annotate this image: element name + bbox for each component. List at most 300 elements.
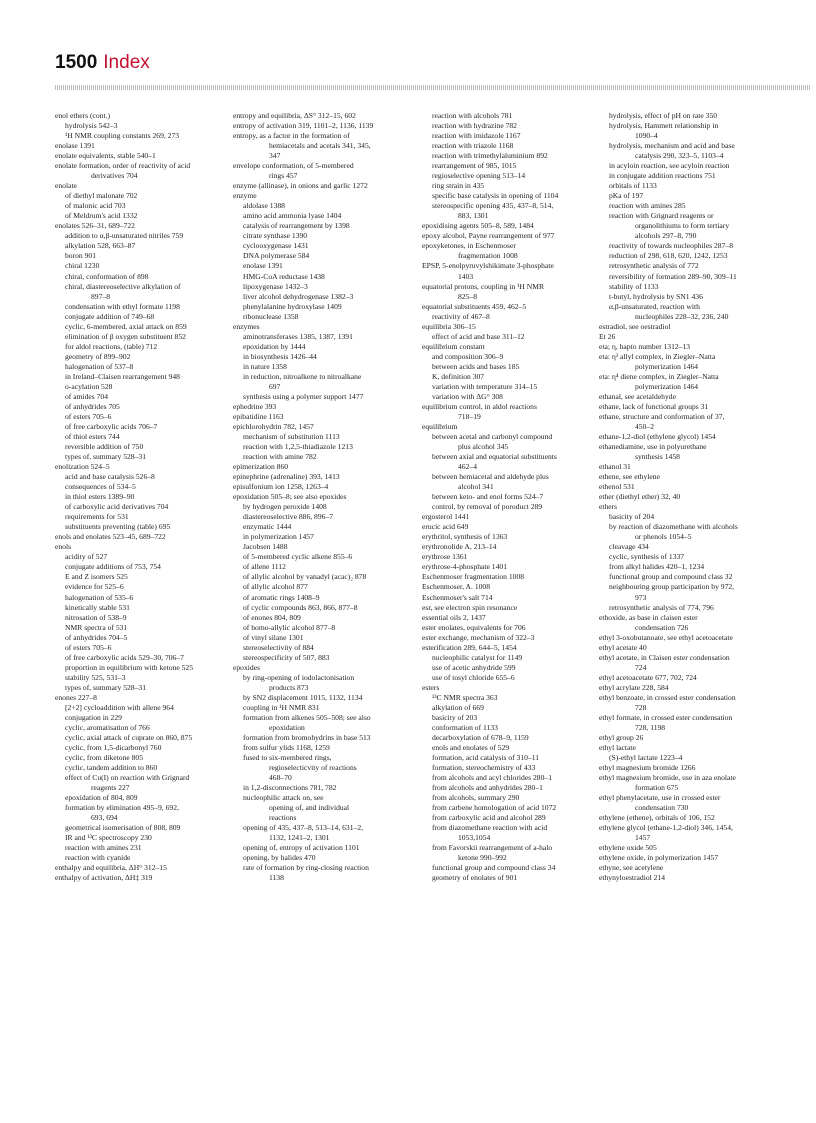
index-entry: ethyl acetate, in Claisen ester condensation bbox=[599, 652, 730, 662]
index-subentry: coupling in ¹H NMR 831 bbox=[243, 702, 320, 712]
index-subentry: specific base catalysis in opening of 1104 bbox=[432, 191, 559, 201]
index-subentry: alkylation 528, 663–87 bbox=[65, 241, 136, 251]
index-entry: ethyl phenylacetate, use in crossed ester bbox=[599, 793, 721, 803]
index-subentry: decarboxylation of 678–9, 1159 bbox=[432, 732, 529, 742]
index-entry: erythrose 1361 bbox=[422, 552, 468, 562]
index-continuation: 468–70 bbox=[269, 773, 292, 783]
index-entry: entropy and equilibria, ΔS° 312–15, 602 bbox=[233, 111, 356, 120]
index-subentry: nucleophilic attack on, see bbox=[243, 793, 324, 803]
index-entry: ethers bbox=[599, 502, 618, 512]
index-subentry: of allene 1112 bbox=[243, 562, 286, 572]
index-entry: estradiol, see oestradiol bbox=[599, 321, 671, 331]
index-subentry: reaction with amines 285 bbox=[609, 201, 686, 211]
index-subentry: phenylalanine hydroxylase 1409 bbox=[243, 301, 342, 311]
index-subentry: in polymerization 1457 bbox=[243, 532, 314, 542]
index-entry: Eschenmoser fragmentation 1008 bbox=[422, 572, 525, 582]
index-entry: enzyme bbox=[233, 191, 257, 201]
index-subentry: variation with ΔG° 308 bbox=[432, 391, 503, 401]
index-entry: epoxidising agents 505–8, 589, 1484 bbox=[422, 221, 534, 231]
index-subentry: o-acylation 528 bbox=[65, 381, 113, 391]
index-subentry: halogenation of 537–8 bbox=[65, 361, 134, 371]
index-subentry: reaction with imidazole 1167 bbox=[432, 131, 521, 141]
index-entry: eta: η⁴ diene complex, in Ziegler–Natta bbox=[599, 371, 719, 381]
index-subentry: of aromatic rings 1408–9 bbox=[243, 592, 320, 602]
index-subentry: for aldol reactions, (table) 712 bbox=[65, 341, 158, 351]
index-subentry: hydrolysis 542–3 bbox=[65, 121, 118, 131]
index-entry: ether (diethyl ether) 32, 40 bbox=[599, 492, 681, 502]
index-subentry: epoxidation of 804, 809 bbox=[65, 793, 138, 803]
index-subentry: from diazomethane reaction with acid bbox=[432, 823, 548, 833]
index-subentry: of anhydrides 705 bbox=[65, 401, 120, 411]
index-subentry: of cyclic compounds 863, 866, 877–8 bbox=[243, 602, 358, 612]
index-subentry: cyclic, 6-membered, axial attack on 859 bbox=[65, 321, 187, 331]
index-subentry: use of tosyl chloride 655–6 bbox=[432, 672, 515, 682]
index-continuation: 718–19 bbox=[458, 411, 481, 421]
index-subentry: types of, summary 528–31 bbox=[65, 452, 146, 462]
index-continuation: 825–8 bbox=[458, 291, 477, 301]
index-entry: ethyl acetoacetate 677, 702, 724 bbox=[599, 672, 697, 682]
index-subentry: α,β-unsaturated, reaction with bbox=[609, 301, 700, 311]
index-subentry: from carboxylic acid and alcohol 289 bbox=[432, 813, 546, 823]
index-entry: ethyl magnesium bromide, use in aza enolate bbox=[599, 773, 736, 783]
index-entry: ester exchange, mechanism of 322–3 bbox=[422, 632, 535, 642]
index-entry: enolate equivalents, stable 540–1 bbox=[55, 151, 156, 161]
index-subentry: nitrosation of 538–9 bbox=[65, 612, 127, 622]
index-subentry: formation, acid catalysis of 310–11 bbox=[432, 753, 540, 762]
index-subentry: effect of Cu(I) on reaction with Grignard bbox=[65, 773, 190, 783]
index-subentry: chiral, conformation of 898 bbox=[65, 271, 149, 281]
index-subentry: cyclic, axial attack of cuprate on 860, 875 bbox=[65, 732, 193, 742]
index-subentry: fused to six-membered rings, bbox=[243, 753, 332, 762]
index-subentry: in reduction, nitroalkene to nitroalkane bbox=[243, 371, 362, 381]
index-entry: enol ethers (cont.) bbox=[55, 111, 111, 120]
index-subentry: catalysis of rearrangement by 1398 bbox=[243, 221, 350, 231]
index-subentry: rate of formation by ring-closing reaction bbox=[243, 863, 369, 873]
index-subentry: from alcohols, summary 290 bbox=[432, 793, 520, 803]
index-subentry: nucleophilic catalyst for 1149 bbox=[432, 652, 523, 662]
index-subentry: enols and enolates of 529 bbox=[432, 742, 510, 752]
index-continuation: 697 bbox=[269, 381, 281, 391]
index-subentry: requirements for 531 bbox=[65, 512, 129, 522]
index-entry: essential oils 2, 1437 bbox=[422, 612, 486, 622]
index-entry: enzyme (allinase), in onions and garlic 1272 bbox=[233, 181, 368, 191]
index-subentry: functional group and compound class 34 bbox=[432, 863, 556, 873]
index-subentry: between axial and equatorial substituents bbox=[432, 452, 557, 462]
index-subentry: orbitals of 1133 bbox=[609, 181, 657, 191]
index-subentry: between keto- and enol forms 524–7 bbox=[432, 492, 544, 502]
index-subentry: reaction with trimethylaluminium 892 bbox=[432, 151, 548, 161]
index-entry: ethynyloestradiol 214 bbox=[599, 873, 666, 883]
index-subentry: HMG-CoA reductase 1438 bbox=[243, 271, 325, 281]
index-subentry: hydrolysis, mechanism and acid and base bbox=[609, 141, 735, 151]
index-continuation: 1132, 1241–2, 1301 bbox=[269, 833, 330, 843]
index-entry: equilibrium bbox=[422, 421, 458, 431]
index-subentry: of malonic acid 703 bbox=[65, 201, 126, 211]
index-subentry: cyclooxygenase 1431 bbox=[243, 241, 309, 251]
index-entry: equilibria 306–15 bbox=[422, 321, 476, 331]
index-subentry: rearrangement of 985, 1015 bbox=[432, 161, 517, 171]
index-subentry: control, by removal of poroduct 289 bbox=[432, 502, 543, 512]
index-entry: equilibrium constant bbox=[422, 341, 485, 351]
index-continuation: 883, 1301 bbox=[458, 211, 489, 221]
index-subentry: substituents preventing (table) 695 bbox=[65, 522, 171, 532]
index-subentry: [2+2] cycloaddition with allene 964 bbox=[65, 702, 174, 712]
page-header bbox=[55, 52, 150, 74]
index-entry: epoxy alcohol, Payne rearrangement of 977 bbox=[422, 231, 555, 241]
index-entry: epoxyketones, in Eschenmoser bbox=[422, 241, 516, 251]
index-subentry: synthesis using a polymer support 1477 bbox=[243, 391, 364, 401]
index-subentry: retrosynthetic analysis of 772 bbox=[609, 261, 699, 271]
index-subentry: opening of, entropy of activation 1101 bbox=[243, 843, 360, 853]
index-continuation: 462–4 bbox=[458, 462, 477, 472]
index-subentry: stability 525, 531–3 bbox=[65, 672, 126, 682]
index-entry: Eschenmoser, A. 1008 bbox=[422, 582, 491, 592]
index-entry: ethane, lack of functional groups 31 bbox=[599, 401, 709, 411]
index-continuation: 1090–4 bbox=[635, 131, 658, 141]
index-subentry: basicity of 203 bbox=[432, 712, 478, 722]
index-subentry: NMR spectra of 531 bbox=[65, 622, 128, 632]
index-subentry: (S)-ethyl lactate 1223–4 bbox=[609, 753, 683, 762]
index-column-3 bbox=[422, 111, 594, 883]
index-subentry: cyclic, synthesis of 1337 bbox=[609, 552, 685, 562]
index-entry: ethane, structure and conformation of 37, bbox=[599, 411, 725, 421]
index-subentry: of free carboxylic acids 706–7 bbox=[65, 421, 158, 431]
index-subentry: aldolase 1388 bbox=[243, 201, 285, 211]
index-continuation: formation 675 bbox=[635, 783, 679, 793]
index-subentry: of carboxylic acid derivatives 704 bbox=[65, 502, 169, 512]
index-entry: epibatidine 1163 bbox=[233, 411, 284, 421]
index-subentry: in conjugate addition reactions 751 bbox=[609, 171, 716, 181]
index-continuation: condensation 726 bbox=[635, 622, 689, 632]
index-subentry: epoxidation by 1444 bbox=[243, 341, 306, 351]
index-subentry: between hemiacetal and aldehyde plus bbox=[432, 472, 549, 482]
index-subentry: reactivity of towards nucleophiles 287–8 bbox=[609, 241, 733, 251]
index-subentry: geometry of enolates of 901 bbox=[432, 873, 518, 883]
index-subentry: in thiol esters 1389–90 bbox=[65, 492, 135, 502]
index-subentry: regioselective opening 513–14 bbox=[432, 171, 526, 181]
index-subentry: of esters 705–6 bbox=[65, 642, 112, 652]
index-subentry: reaction with amines 231 bbox=[65, 843, 142, 853]
index-subentry: opening, by halides 470 bbox=[243, 853, 316, 863]
index-subentry: between acids and bases 185 bbox=[432, 361, 520, 371]
index-entry: epimerization 860 bbox=[233, 462, 289, 472]
index-continuation: ketone 990–992 bbox=[458, 853, 507, 863]
index-continuation: or phenols 1054–5 bbox=[635, 532, 692, 542]
index-entry: ethanol 31 bbox=[599, 462, 631, 472]
index-subentry: chiral, diastereoselective alkylation of bbox=[65, 281, 181, 291]
index-entry: episulfonium ion 1258, 1263–4 bbox=[233, 482, 329, 492]
index-subentry: retrosynthetic analysis of 774, 796 bbox=[609, 602, 714, 612]
index-subentry: cyclic, tandem addition to 860 bbox=[65, 763, 158, 773]
index-subentry: stereoselectivity of 884 bbox=[243, 642, 314, 652]
page-title: Index bbox=[103, 52, 150, 73]
index-entry: eta; η, hapto number 1312–13 bbox=[599, 341, 691, 351]
index-subentry: of Meldrum's acid 1332 bbox=[65, 211, 138, 221]
index-subentry: alkylation of 669 bbox=[432, 702, 484, 712]
index-subentry: reaction with 1,2,5-thiadiazole 1213 bbox=[243, 442, 353, 452]
index-subentry: of homo-allylic alcohol 877–8 bbox=[243, 622, 336, 632]
index-subentry: in biosynthesis 1426–44 bbox=[243, 351, 317, 361]
index-subentry: of vinyl silane 1301 bbox=[243, 632, 304, 642]
index-subentry: ring strain in 435 bbox=[432, 181, 485, 191]
index-subentry: of thiol esters 744 bbox=[65, 432, 120, 441]
index-continuation: products 873 bbox=[269, 682, 309, 692]
index-subentry: mechanism of substitution 1113 bbox=[243, 432, 340, 441]
index-subentry: of 5-membered cyclic alkene 855–6 bbox=[243, 552, 353, 562]
index-entry: ethylene (ethene), orbitals of 106, 152 bbox=[599, 813, 715, 823]
index-entry: ergosterol 1441 bbox=[422, 512, 470, 522]
index-subentry: of allylic alcohol 877 bbox=[243, 582, 308, 592]
index-subentry: reaction with hydrazine 782 bbox=[432, 121, 517, 131]
header-rule bbox=[55, 85, 811, 90]
index-entry: Eschenmoser's salt 714 bbox=[422, 592, 493, 602]
index-subentry: aminotransferases 1385, 1387, 1391 bbox=[243, 331, 353, 341]
index-entry: enols and enolates 523–45, 689–722 bbox=[55, 532, 166, 542]
index-continuation: reagents 227 bbox=[91, 783, 130, 793]
index-entry: eta: η³ allyl complex, in Ziegler–Natta bbox=[599, 351, 716, 361]
index-continuation: derivatives 704 bbox=[91, 171, 138, 181]
index-subentry: t-butyl, hydrolysis by SN1 436 bbox=[609, 291, 703, 301]
index-subentry: Jacobsen 1488 bbox=[243, 542, 288, 552]
index-entry: ethyl magnesium bromide 1266 bbox=[599, 763, 696, 773]
index-subentry: geometry of 899–902 bbox=[65, 351, 131, 361]
index-subentry: halogenation of 535–6 bbox=[65, 592, 134, 602]
index-subentry: proportion in equilibrium with ketone 525 bbox=[65, 662, 194, 672]
index-subentry: ¹H NMR coupling constants 269, 273 bbox=[65, 131, 180, 141]
index-entry: ethoxide, as base in claisen ester bbox=[599, 612, 698, 622]
index-subentry: chiral 1230 bbox=[65, 261, 100, 271]
index-subentry: by reaction of diazomethane with alcohols bbox=[609, 522, 738, 532]
index-continuation: 897–8 bbox=[91, 291, 110, 301]
index-continuation: fragmentation 1008 bbox=[458, 251, 518, 261]
index-subentry: ribonuclease 1358 bbox=[243, 311, 299, 321]
index-continuation: reactions bbox=[269, 813, 297, 823]
index-entry: ethylene oxide 505 bbox=[599, 843, 657, 853]
index-subentry: basicity of 204 bbox=[609, 512, 655, 522]
index-entry: ethyne, see acetylene bbox=[599, 863, 664, 873]
index-subentry: types of, summary 528–31 bbox=[65, 682, 146, 692]
index-entry: ethyl acetate 40 bbox=[599, 642, 647, 652]
index-entry: ethyl 3-oxobutanoate, see ethyl acetoacetate bbox=[599, 632, 733, 642]
index-subentry: by hydrogen peroxide 1408 bbox=[243, 502, 327, 512]
index-subentry: conjugate addition of 749–68 bbox=[65, 311, 155, 321]
index-entry: enolates 526–31, 689–722 bbox=[55, 221, 135, 231]
index-subentry: formation, stereochemistry of 433 bbox=[432, 763, 536, 773]
index-subentry: reactivity of 467–8 bbox=[432, 311, 490, 321]
index-subentry: from sulfur ylids 1168, 1259 bbox=[243, 742, 330, 752]
index-entry: ethylene glycol (ethane-1,2-diol) 346, 1454, bbox=[599, 823, 733, 833]
index-continuation: opening of, and individual bbox=[269, 803, 350, 813]
index-subentry: condensation with ethyl formate 1198 bbox=[65, 301, 180, 311]
index-subentry: of free carboxylic acids 529–30, 706–7 bbox=[65, 652, 184, 662]
index-entry: erucic acid 649 bbox=[422, 522, 469, 532]
index-column-1 bbox=[55, 111, 227, 883]
index-subentry: amino acid ammonia lyase 1404 bbox=[243, 211, 342, 221]
index-subentry: reaction with triazole 1168 bbox=[432, 141, 514, 151]
index-subentry: conjugation in 229 bbox=[65, 712, 122, 722]
index-subentry: IR and ¹³C spectroscopy 230 bbox=[65, 833, 152, 843]
index-subentry: in acyloin reaction, see acyloin reaction bbox=[609, 161, 730, 171]
index-subentry: between acetal and carbonyl compound bbox=[432, 432, 553, 441]
index-subentry: in nature 1358 bbox=[243, 361, 287, 371]
index-subentry: opening of 435, 437–8, 513–14, 631–2, bbox=[243, 823, 364, 833]
index-subentry: in Ireland–Claisen rearrangement 948 bbox=[65, 371, 180, 381]
page-number: 1500 bbox=[55, 52, 98, 73]
index-subentry: cyclic, from 1,5-dicarbonyl 760 bbox=[65, 742, 162, 752]
index-continuation: 347 bbox=[269, 151, 281, 161]
index-subentry: reaction with alcohols 781 bbox=[432, 111, 513, 120]
index-subentry: reaction with amine 782 bbox=[243, 452, 317, 462]
index-subentry: geometrical isomerisation of 808, 809 bbox=[65, 823, 181, 833]
index-subentry: of amides 704 bbox=[65, 391, 109, 401]
index-entry: esr, see electron spin resonance bbox=[422, 602, 518, 612]
index-subentry: by ring-opening of iodolactonisation bbox=[243, 672, 355, 682]
index-entry: enthalpy of activation, ΔH‡ 319 bbox=[55, 873, 153, 883]
index-entry: ester enolates, equivalents for 706 bbox=[422, 622, 526, 632]
index-continuation: condensation 730 bbox=[635, 803, 689, 813]
index-subentry: by SN2 displacement 1015, 1132, 1134 bbox=[243, 692, 363, 702]
index-subentry: elimination of β oxygen substituent 852 bbox=[65, 331, 186, 341]
index-entry: ethyl lactate bbox=[599, 742, 636, 752]
index-subentry: addition to α,β-unsaturated nitriles 759 bbox=[65, 231, 184, 241]
index-entry: erythritol, synthesis of 1363 bbox=[422, 532, 508, 542]
index-subentry: reduction of 298, 618, 620, 1242, 1253 bbox=[609, 251, 728, 261]
index-subentry: of anhydrides 704–5 bbox=[65, 632, 128, 642]
index-subentry: citrate synthase 1390 bbox=[243, 231, 308, 241]
index-subentry: effect of acid and base 311–12 bbox=[432, 331, 525, 341]
index-subentry: of enones 804, 809 bbox=[243, 612, 301, 622]
index-subentry: formation from alkenes 505–508; see also bbox=[243, 712, 371, 722]
index-continuation: 1403 bbox=[458, 271, 474, 281]
index-continuation: hemiacetals and acetals 341, 345, bbox=[269, 141, 371, 151]
index-subentry: diastereoselective 886, 896–7 bbox=[243, 512, 334, 522]
index-entry: epichlorohydrin 782, 1457 bbox=[233, 421, 314, 431]
index-entry: entropy, as a factor in the formation of bbox=[233, 131, 350, 141]
index-entry: epoxidation 505–8; see also epoxides bbox=[233, 492, 347, 502]
index-entry: enzymes bbox=[233, 321, 260, 331]
index-continuation: regioselecticvity of reactions bbox=[269, 763, 357, 773]
index-entry: enols bbox=[55, 542, 72, 552]
index-entry: ethylene oxide, in polymerization 1457 bbox=[599, 853, 719, 863]
index-entry: ethyl benzoate, in crossed ester condensation bbox=[599, 692, 736, 702]
index-column-4 bbox=[599, 111, 771, 883]
index-subentry: from alcohols and anhydrides 280–1 bbox=[432, 783, 543, 793]
index-subentry: kinetically stable 531 bbox=[65, 602, 130, 612]
index-subentry: acidity of 527 bbox=[65, 552, 108, 562]
index-subentry: hydrolysis, effect of pH on rate 350 bbox=[609, 111, 718, 120]
index-subentry: pKa of 197 bbox=[609, 191, 644, 201]
index-subentry: ¹³C NMR spectra 363 bbox=[432, 692, 498, 702]
index-entry: envelope conformation, of 5-membered bbox=[233, 161, 354, 171]
index-subentry: of allylic alcohol by vanadyl (acac)₂ 878 bbox=[243, 572, 367, 582]
index-subentry: use of acetic anhydride 599 bbox=[432, 662, 516, 672]
index-entry: esterification 289, 644–5, 1454 bbox=[422, 642, 517, 652]
index-continuation: rings 457 bbox=[269, 171, 298, 181]
index-entry: entropy of activation 319, 1101–2, 1136, 1139 bbox=[233, 121, 374, 131]
index-subentry: formation by elimination 495–9, 692, bbox=[65, 803, 179, 813]
index-entry: enthalpy and equilibria, ΔH° 312–15 bbox=[55, 863, 167, 873]
index-continuation: 1053,1054 bbox=[458, 833, 491, 843]
index-subentry: cleavage 434 bbox=[609, 542, 649, 552]
index-entry: ethane-1,2-diol (ethylene glycol) 1454 bbox=[599, 432, 716, 441]
index-subentry: liver alcohol dehydrogenase 1382–3 bbox=[243, 291, 354, 301]
index-continuation: 450–2 bbox=[635, 421, 654, 431]
index-subentry: evidence for 525–6 bbox=[65, 582, 124, 592]
index-entry: ethyl group 26 bbox=[599, 732, 644, 742]
index-continuation: 973 bbox=[635, 592, 647, 602]
index-column-2 bbox=[233, 111, 405, 883]
index-subentry: cyclic, aromatisation of 766 bbox=[65, 722, 150, 732]
index-entry: ethene, see ethylene bbox=[599, 472, 660, 482]
index-subentry: in 1,2-disconnections 781, 782 bbox=[243, 783, 337, 793]
index-subentry: boron 901 bbox=[65, 251, 97, 261]
index-continuation: synthesis 1458 bbox=[635, 452, 680, 462]
index-subentry: stereospecificity of 507, 883 bbox=[243, 652, 330, 662]
index-continuation: plus alcohol 345 bbox=[458, 442, 509, 452]
index-subentry: DNA polymerase 584 bbox=[243, 251, 310, 261]
index-continuation: 693, 694 bbox=[91, 813, 118, 823]
index-subentry: conformation of 1133 bbox=[432, 722, 498, 732]
index-entry: ethyl formate, in crossed ester condensation bbox=[599, 712, 733, 722]
index-subentry: acid and base catalysis 526–8 bbox=[65, 472, 155, 482]
index-subentry: cyclic, from diketone 805 bbox=[65, 753, 144, 762]
index-entry: ethyl acrylate 228, 584 bbox=[599, 682, 669, 692]
index-subentry: hydrolysis, Hammett relationship in bbox=[609, 121, 719, 131]
index-entry: ethanediamine, use in polyurethane bbox=[599, 442, 707, 452]
index-subentry: of esters 705–6 bbox=[65, 411, 112, 421]
index-entry: equilibrium control, in aldol reactions bbox=[422, 401, 537, 411]
index-continuation: polymerization 1464 bbox=[635, 361, 699, 371]
index-subentry: functional group and compound class 32 bbox=[609, 572, 733, 582]
index-continuation: organolithiums to form tertiary bbox=[635, 221, 730, 231]
index-subentry: reversible addition of 750 bbox=[65, 442, 144, 452]
index-subentry: stability of 1133 bbox=[609, 281, 659, 291]
index-subentry: enzymatic 1444 bbox=[243, 522, 292, 532]
index-subentry: reaction with cyanide bbox=[65, 853, 131, 863]
index-continuation: 728, 1198 bbox=[635, 722, 666, 732]
index-subentry: reaction with Grignard reagents or bbox=[609, 211, 714, 221]
index-entry: equatorial substituents 459, 462–5 bbox=[422, 301, 527, 311]
index-subentry: lipoxygenase 1432–3 bbox=[243, 281, 308, 291]
index-subentry: reversibility of formation 289–90, 309–11 bbox=[609, 271, 737, 281]
index-continuation: catalysis 290, 323–5, 1103–4 bbox=[635, 151, 724, 161]
index-entry: erythronolide A, 213–14 bbox=[422, 542, 497, 552]
index-subentry: stereospecific opening 435, 437–8, 514, bbox=[432, 201, 554, 211]
index-subentry: from alkyl halides 420–1, 1234 bbox=[609, 562, 705, 572]
index-entry: epoxides bbox=[233, 662, 260, 672]
index-entry: equatorial protons, coupling in ¹H NMR bbox=[422, 281, 545, 291]
index-continuation: 1457 bbox=[635, 833, 651, 843]
index-subentry: from Favorskii rearrangement of a-halo bbox=[432, 843, 553, 853]
index-continuation: 1138 bbox=[269, 873, 284, 883]
index-entry: ephedrine 393 bbox=[233, 401, 277, 411]
index-continuation: alcohol 341 bbox=[458, 482, 494, 492]
index-subentry: conjugate additions of 753, 754 bbox=[65, 562, 161, 572]
index-subentry: E and Z isomers 525 bbox=[65, 572, 128, 582]
index-entry: EPSP, 5-enolpyruvylshikimate 3-phosphate bbox=[422, 261, 554, 271]
index-subentry: and composition 306–9 bbox=[432, 351, 504, 361]
index-subentry: neighbouring group participation by 972, bbox=[609, 582, 735, 592]
index-entry: enolase 1391 bbox=[55, 141, 95, 151]
index-entry: enones 227–8 bbox=[55, 692, 97, 702]
index-subentry: enolase 1391 bbox=[243, 261, 283, 271]
index-entry: esters bbox=[422, 682, 440, 692]
index-subentry: from carbene homologation of acid 1072 bbox=[432, 803, 557, 813]
index-entry: epinephrine (adrenaline) 393, 1413 bbox=[233, 472, 340, 482]
index-subentry: formation from bromohydrins in base 513 bbox=[243, 732, 371, 742]
index-entry: ethanal, see acetaldehyde bbox=[599, 391, 676, 401]
index-entry: enolization 524–5 bbox=[55, 462, 110, 472]
